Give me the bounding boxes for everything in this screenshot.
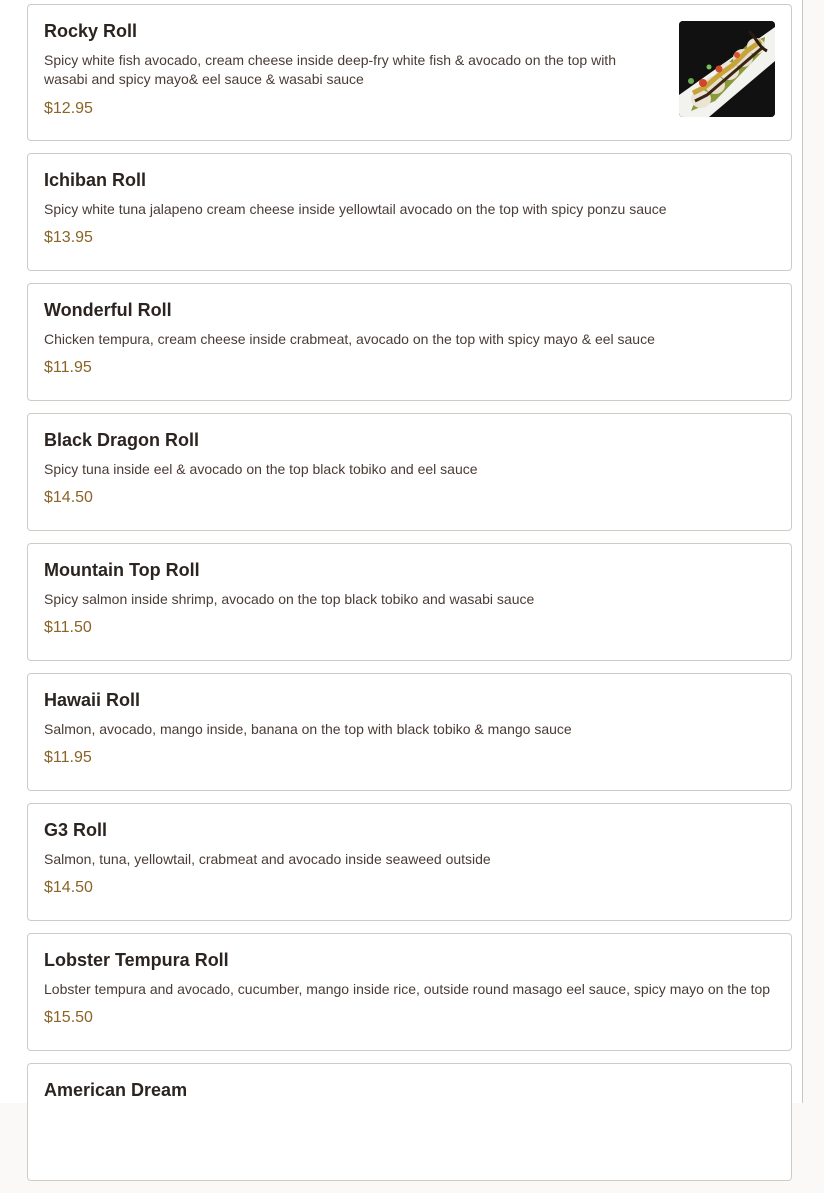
- sushi-roll-photo[interactable]: [679, 21, 775, 117]
- menu-item-card[interactable]: [27, 4, 792, 141]
- menu-item-card[interactable]: [27, 153, 792, 271]
- menu-item-description: Spicy salmon inside shrimp, avocado on the top black tobiko and wasabi sauce: [44, 591, 535, 607]
- menu-item-card[interactable]: [27, 283, 792, 401]
- menu-item-description: Spicy white tuna jalapeno cream cheese inside yellowtail avocado on the top with spicy ponzu sauce: [44, 201, 667, 217]
- menu-item-price: $15.50: [44, 1009, 93, 1026]
- menu-item-card[interactable]: [27, 673, 792, 791]
- menu-item-name: Hawaii Roll: [44, 690, 141, 710]
- menu-item-name: Black Dragon Roll: [44, 430, 200, 450]
- menu-item-card[interactable]: [27, 803, 792, 921]
- menu-item-list: [27, 4, 792, 1193]
- sushi-roll-image: [679, 21, 775, 117]
- menu-item-price: $11.95: [44, 359, 92, 376]
- menu-item-price: $11.50: [44, 619, 92, 636]
- menu-item-description: Salmon, avocado, mango inside, banana on the top with black tobiko & mango sauce: [44, 721, 572, 737]
- menu-item-name: Ichiban Roll: [44, 170, 147, 190]
- menu-item-card[interactable]: [27, 543, 792, 661]
- menu-item-price: $11.95: [44, 749, 92, 766]
- menu-item-text: [44, 20, 775, 119]
- menu-item-description: Spicy tuna inside eel & avocado on the top black tobiko and eel sauce: [44, 461, 478, 477]
- menu-item-name: Rocky Roll: [44, 21, 138, 41]
- menu-item-price: $14.50: [44, 489, 93, 506]
- menu-item-description: Salmon, tuna, yellowtail, crabmeat and avocado inside seaweed outside: [44, 851, 491, 867]
- menu-item-name: Wonderful Roll: [44, 300, 172, 320]
- menu-item-price: $13.95: [44, 229, 93, 246]
- menu-item-name: Lobster Tempura Roll: [44, 950, 229, 970]
- menu-item-name: Mountain Top Roll: [44, 560, 200, 580]
- menu-item-card[interactable]: [27, 933, 792, 1051]
- menu-item-name: American Dream: [44, 1080, 188, 1100]
- menu-item-name: G3 Roll: [44, 820, 108, 840]
- menu-item-description: Spicy white fish avocado, cream cheese inside deep-fry white fish & avocado on the top with wasabi and spicy mayo& eel sauce & wasabi sauce: [44, 52, 616, 87]
- menu-item-card[interactable]: [27, 413, 792, 531]
- menu-item-card[interactable]: [27, 1063, 792, 1181]
- menu-item-description: Lobster tempura and avocado, cucumber, mango inside rice, outside round masago eel sauce, spicy mayo on the top: [44, 981, 771, 997]
- menu-item-price: $14.50: [44, 879, 93, 896]
- menu-item-description: Chicken tempura, cream cheese inside crabmeat, avocado on the top with spicy mayo & eel sauce: [44, 331, 655, 347]
- menu-item-price: $12.95: [44, 100, 93, 117]
